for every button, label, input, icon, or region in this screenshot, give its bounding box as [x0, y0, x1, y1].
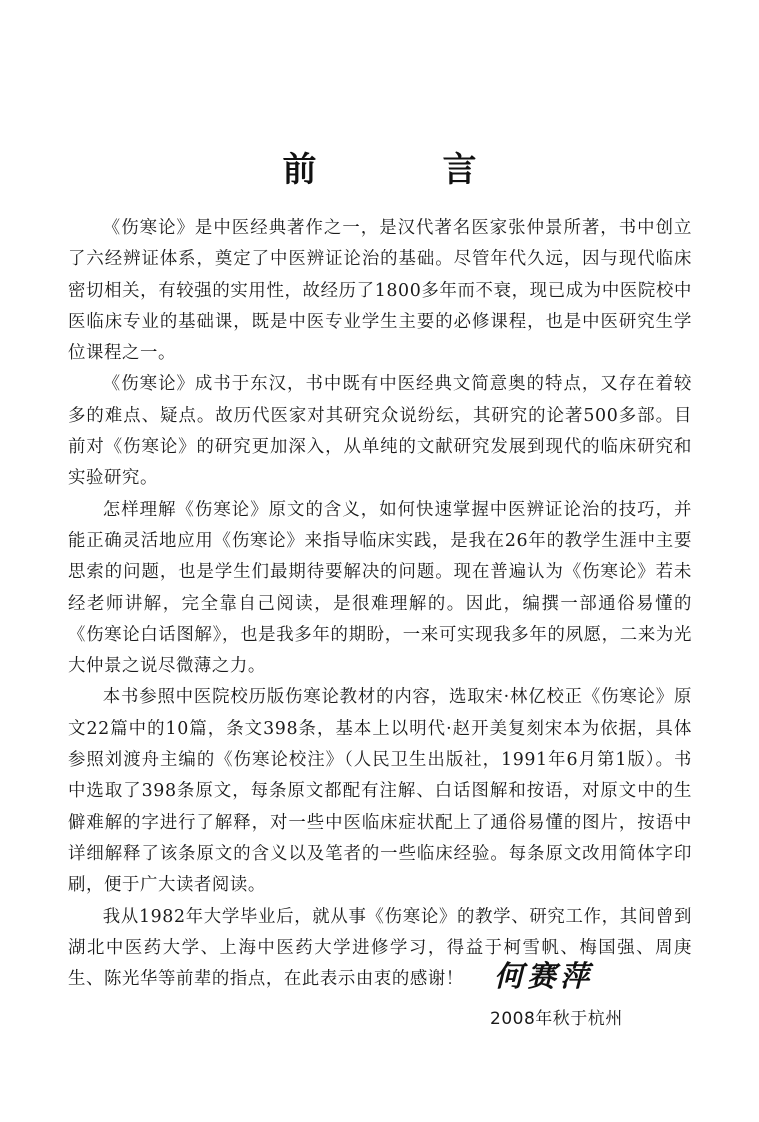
date-place: 2008年秋于杭州 — [490, 1009, 623, 1029]
page-title: 前 言 — [282, 149, 523, 190]
author-signature: 何赛萍 — [494, 959, 594, 993]
paragraph-3: 怎样理解《伤寒论》原文的含义，如何快速掌握中医辨证论治的技巧，并能正确灵活地应用《伤寒论》来指导临床实践，是我在26年的教学生涯中主要思索的问题，也是学生们最期待要解决的问题。现在普遍认为《伤寒论》若未经老师讲解，完全靠自己阅读，是很难理解的。因此，编撰一部通俗易懂的《伤寒论白话图解》，也是我多年的期盼，一来可实现我多年的夙愿，二来为光大仲景之说尽微薄之力。 — [68, 499, 692, 677]
paragraph-2: 《伤寒论》成书于东汉，书中既有中医经典文简意奥的特点，又存在着较多的难点、疑点。故历代医家对其研究众说纷纭，其研究的论著500多部。目前对《伤寒论》的研究更加深入，从单纯的文献研究发展到现代的临床研究和实验研究。 — [68, 374, 692, 489]
preface-body — [68, 213, 692, 995]
paragraph-1: 《伤寒论》是中医经典著作之一，是汉代著名医家张仲景所著，书中创立了六经辨证体系，奠定了中医辨证论治的基础。尽管年代久远，因与现代临床密切相关，有较强的实用性，故经历了1800多年而不衰，现已成为中医院校中医临床专业的基础课，既是中医专业学生主要的必修课程，也是中医研究生学位课程之一。 — [68, 218, 692, 364]
paragraph-4: 本书参照中医院校历版伤寒论教材的内容，选取宋·林亿校正《伤寒论》原文22篇中的10篇，条文398条，基本上以明代·赵开美复刻宋本为依据，具体参照刘渡舟主编的《伤寒论校注》（人民卫生出版社，1991年6月第1版）。书中选取了398条原文，每条原文都配有注解、白话图解和按语，对原文中的生僻难解的字进行了解释，对一些中医临床症状配上了通俗易懂的图片，按语中详细解释了该条原文的含义以及笔者的一些临床经验。每条原文改用简体字印刷，便于广大读者阅读。 — [68, 687, 692, 896]
paragraph-5: 我从1982年大学毕业后，就从事《伤寒论》的教学、研究工作，其间曾到湖北中医药大学、上海中医药大学进修学习，得益于柯雪帆、梅国强、周庚生、陈光华等前辈的指点，在此表示由衷的感谢！ — [68, 906, 692, 990]
